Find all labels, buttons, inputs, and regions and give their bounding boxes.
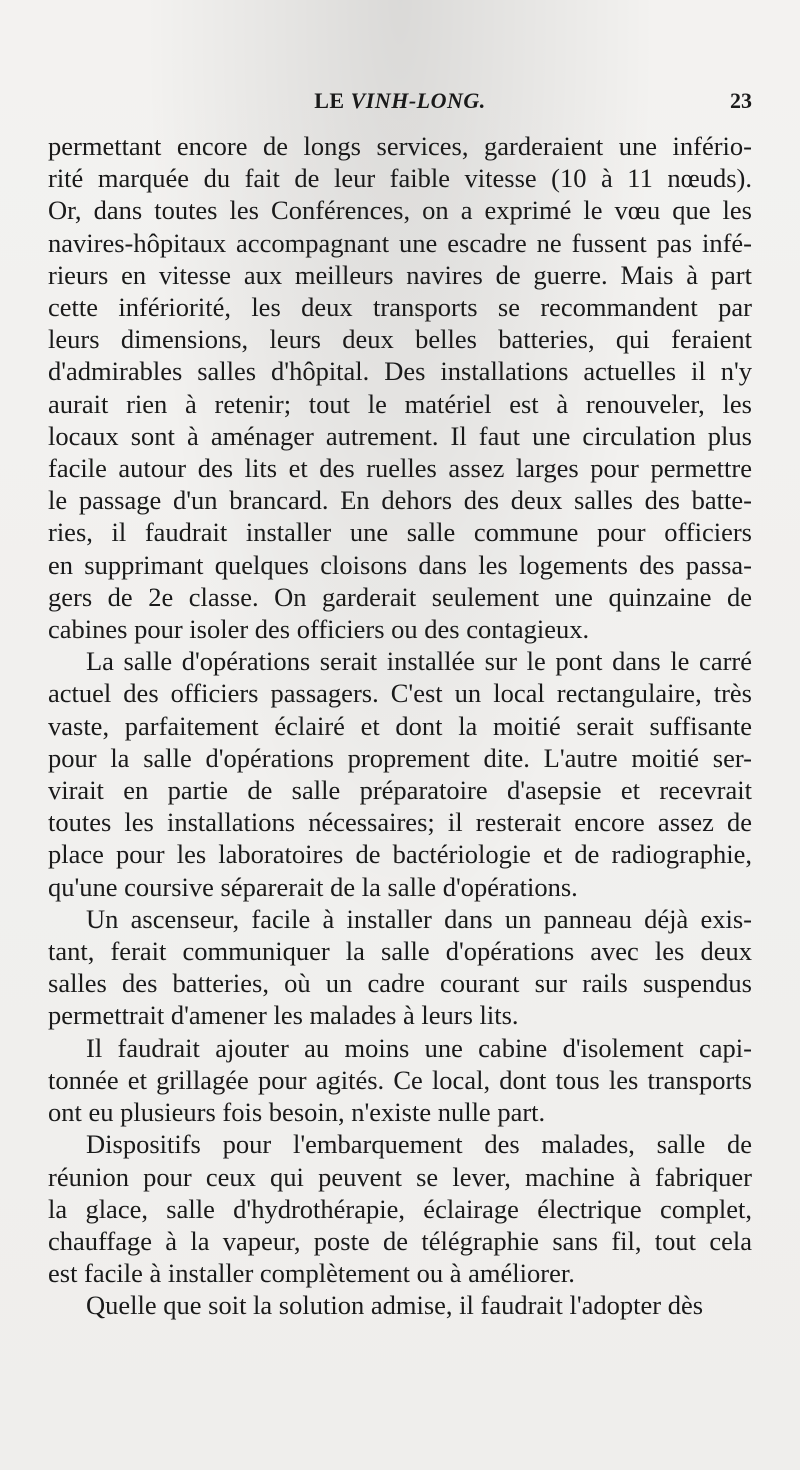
text-line: est facile à installer complètement ou à améliorer. bbox=[48, 1258, 575, 1289]
text-line: le passage d'un brancard. En dehors des deux salles des batte- bbox=[48, 485, 752, 516]
text-line: virait en partie de salle préparatoire d'asepsie et recevrait bbox=[48, 775, 752, 806]
text-line: réunion pour ceux qui peuvent se lever, machine à fabriquer bbox=[48, 1161, 752, 1192]
text-line: gers de 2e classe. On garderait seulement une quinzaine de bbox=[48, 581, 752, 612]
text-line: locaux sont à aménager autrement. Il faut une circulation plus bbox=[48, 420, 752, 451]
paragraph bbox=[48, 1289, 752, 1321]
text-line: La salle d'opérations serait installée sur le pont dans le carré bbox=[86, 646, 752, 677]
paragraph bbox=[48, 130, 752, 645]
text-line: navires-hôpitaux accompagnant une escadre ne fussent pas infé- bbox=[48, 227, 752, 258]
text-line: place pour les laboratoires de bactériologie et de radiographie, bbox=[48, 839, 752, 870]
paragraph bbox=[48, 1032, 752, 1129]
text-line: Il faudrait ajouter au moins une cabine d'isolement capi- bbox=[86, 1032, 752, 1063]
text-line: ries, il faudrait installer une salle commune pour officiers bbox=[48, 517, 752, 548]
running-title-italic: VINH-LONG. bbox=[350, 88, 486, 113]
page-number: 23 bbox=[730, 88, 752, 113]
paragraph bbox=[48, 645, 752, 903]
text-line: rité marquée du fait de leur faible vitesse (10 à 11 nœuds). bbox=[48, 163, 752, 194]
running-title-main: LE bbox=[314, 88, 345, 113]
page-header bbox=[48, 88, 752, 118]
text-line: facile autour des lits et des ruelles assez larges pour permettre bbox=[48, 453, 752, 484]
text-line: chauffage à la vapeur, poste de télégraphie sans fil, tout cela bbox=[48, 1225, 752, 1256]
running-title bbox=[48, 88, 752, 114]
paragraph bbox=[48, 1128, 752, 1289]
text-line: rieurs en vitesse aux meilleurs navires de guerre. Mais à part bbox=[48, 259, 752, 290]
text-line: pour la salle d'opérations proprement dite. L'autre moitié ser- bbox=[48, 742, 752, 773]
text-line: cette infériorité, les deux transports se recommandent par bbox=[48, 292, 752, 323]
text-line: en supprimant quelques cloisons dans les logements des passa- bbox=[48, 549, 752, 580]
text-line: leurs dimensions, leurs deux belles batteries, qui feraient bbox=[48, 324, 752, 355]
text-line: Un ascenseur, facile à installer dans un panneau déjà exis- bbox=[86, 903, 752, 934]
text-line: aurait rien à retenir; tout le matériel est à renouveler, les bbox=[48, 388, 752, 419]
text-line: Or, dans toutes les Conférences, on a exprimé le vœu que les bbox=[48, 195, 752, 226]
text-line: permettant encore de longs services, garderaient une infério- bbox=[48, 131, 752, 161]
text-line: actuel des officiers passagers. C'est un local rectangulaire, très bbox=[48, 678, 752, 709]
body-text bbox=[48, 130, 752, 1322]
text-line: d'admirables salles d'hôpital. Des installations actuelles il n'y bbox=[48, 356, 752, 387]
text-line: tant, ferait communiquer la salle d'opérations avec les deux bbox=[48, 936, 752, 967]
text-line: tonnée et grillagée pour agités. Ce local, dont tous les transports bbox=[48, 1064, 752, 1095]
text-line: cabines pour isoler des officiers ou des contagieux. bbox=[48, 614, 590, 645]
paragraph bbox=[48, 903, 752, 1032]
text-line: la glace, salle d'hydrothérapie, éclairage électrique complet, bbox=[48, 1193, 752, 1224]
text-line: Dispositifs pour l'embarquement des malades, salle de bbox=[86, 1129, 752, 1160]
text-line: vaste, parfaitement éclairé et dont la moitié serait suffisante bbox=[48, 710, 752, 741]
text-line: salles des batteries, où un cadre courant sur rails suspendus bbox=[48, 968, 752, 999]
text-line: qu'une coursive séparerait de la salle d'opérations. bbox=[48, 871, 578, 902]
text-line: ont eu plusieurs fois besoin, n'existe nulle part. bbox=[48, 1097, 546, 1128]
text-line: toutes les installations nécessaires; il resterait encore assez de bbox=[48, 807, 752, 838]
text-line: permettrait d'amener les malades à leurs lits. bbox=[48, 1000, 519, 1031]
text-line: Quelle que soit la solution admise, il faudrait l'adopter dès bbox=[86, 1290, 704, 1321]
